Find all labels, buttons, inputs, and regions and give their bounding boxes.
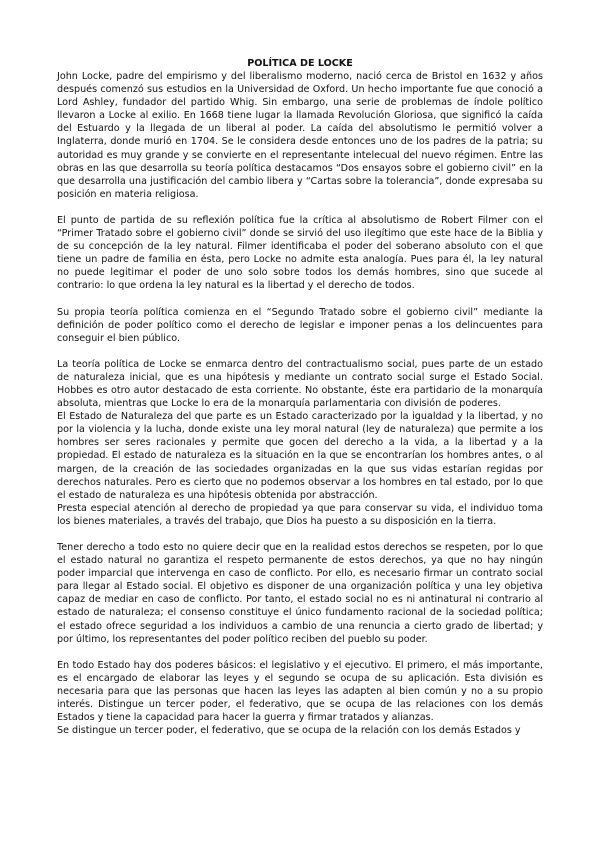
paragraph-filmer-critique: El punto de partida de su reflexión política fue la crítica al absolutismo de Robert Filmer con el “Primer Tratado sobre el gobierno civil” donde se sirvió del uso ilegítimo que este hace de la Biblia y de su concepción de la ley natural. Filmer identificaba el poder del soberano absoluto con el que tiene un padre de familia en ésta, pero Locke no admite esta analogía. Pues para él, la ley natural no puede legitimar el poder de uno solo sobre todos los demás hombres, sino que sucede al contrario: lo que ordena la ley natural es la libertad y el derecho de todos. bbox=[57, 214, 543, 292]
document-title: POLÍTICA DE LOCKE bbox=[247, 58, 353, 69]
paragraph-gap bbox=[57, 528, 543, 541]
paragraph-gap bbox=[57, 646, 543, 659]
paragraph-property: Presta especial atención al derecho de propiedad ya que para conservar su vida, el individuo toma los bienes materiales, a través del trabajo, que Dios ha puesto a su disposición en la tierra. bbox=[57, 502, 543, 527]
paragraph-gap bbox=[57, 293, 543, 306]
paragraph-gap bbox=[57, 345, 543, 358]
paragraph-social-contract: Tener derecho a todo esto no quiere decir que en la realidad estos derechos se respeten, por lo que el estado natural no garantiza el respeto permanente de estos derechos, ya que no hay ningún poder imparcial que intervenga en caso de conflicto. Por ello, es necesario firmar un contrato social para llegar al Estado social. El objetivo es disponer de una organización política y una ley objetiva capaz de mediar en caso de conflicto. Por tanto, el estado social no es ni antinatural ni contrario al estado de naturaleza; el consenso constituye el único fundamento racional de la sociedad política; el estado ofrece seguridad a los individuos a cambio de una renuncia a cierto grado de libertad; y por último, los representantes del poder político reciben del pueblo su poder. bbox=[57, 542, 543, 645]
paragraph-biography: John Locke, padre del empirismo y del liberalismo moderno, nació cerca de Bristol en 1632 y años después comenzó sus estudios en la Universidad de Oxford. Un hecho importante fue que conoció a Lord Ashley, fundador del partido Whig. Sin embargo, una serie de problemas de índole político llevaron a Locke al exilio. En 1668 tiene lugar la llamada Revolución Gloriosa, que significó la caída del Estuardo y la llegada de un liberal al poder. La caída del absolutismo le permitió volver a Inglaterra, donde murió en 1704. Se le considera desde entonces uno de los padres de la patria; su autoridad es muy grande y se convierte en el representante intelecual del nuevo régimen. Entre las obras en las que desarrolla su teoría política destacamos “Dos ensayos sobre el gobierno civil” en la que desarrolla una justificación del cambio libera y “Cartas sobre la tolerancia”, donde expresaba su posición en materia religiosa. bbox=[57, 71, 543, 200]
document-page bbox=[57, 57, 543, 737]
paragraph-state-of-nature: El Estado de Naturaleza del que parte es un Estado caracterizado por la igualdad y la libertad, y no por la violencia y la lucha, donde existe una ley moral natural (ley de naturaleza) que permite a los hombres ser seres racionales y permite que gocen del derecho a la vida, a la libertad y a la propiedad. El estado de naturaleza es la situación en la que se encontrarían los hombres antes, o al margen, de la creación de las sociedades organizadas en la que sus vidas estarían regidas por derechos naturales. Pero es cierto que no podemos observar a los hombres en tal estado, por lo que el estado de naturaleza es una hipótesis obtenida por abstracción. bbox=[57, 411, 543, 501]
paragraph-powers: En todo Estado hay dos poderes básicos: el legislativo y el ejecutivo. El primero, el más importante, es el encargado de elaborar las leyes y el segundo se ocupa de su aplicación. Esta división es necesaria para que las personas que hacen las leyes las adapten al bien común y no a su propio interés. Distingue un tercer poder, el federativo, que se ocupa de las relaciones con los demás Estados y tiene la capacidad para hacer la guerra y firmar tratados y alianzas. bbox=[57, 659, 543, 724]
paragraph-second-treatise: Su propia teoría política comienza en el “Segundo Tratado sobre el gobierno civil” mediante la definición de poder político como el derecho de legislar e imponer penas a los delincuentes para conseguir el bien público. bbox=[57, 306, 543, 344]
paragraph-gap bbox=[57, 201, 543, 214]
paragraph-contractualism: La teoría política de Locke se enmarca dentro del contractualismo social, pues parte de un estado de naturaleza inicial, que es una hipótesis y mediante un contrato social surge el Estado Social. Hobbes es otro autor destacado de esta corriente. No obstante, éste era partidario de la monarquía absoluta, mientras que Locke lo era de la monarquía parlamentaria con división de poderes. bbox=[57, 358, 543, 410]
paragraph-federative: Se distingue un tercer poder, el federativo, que se ocupa de la relación con los demás Estados y bbox=[57, 725, 521, 737]
